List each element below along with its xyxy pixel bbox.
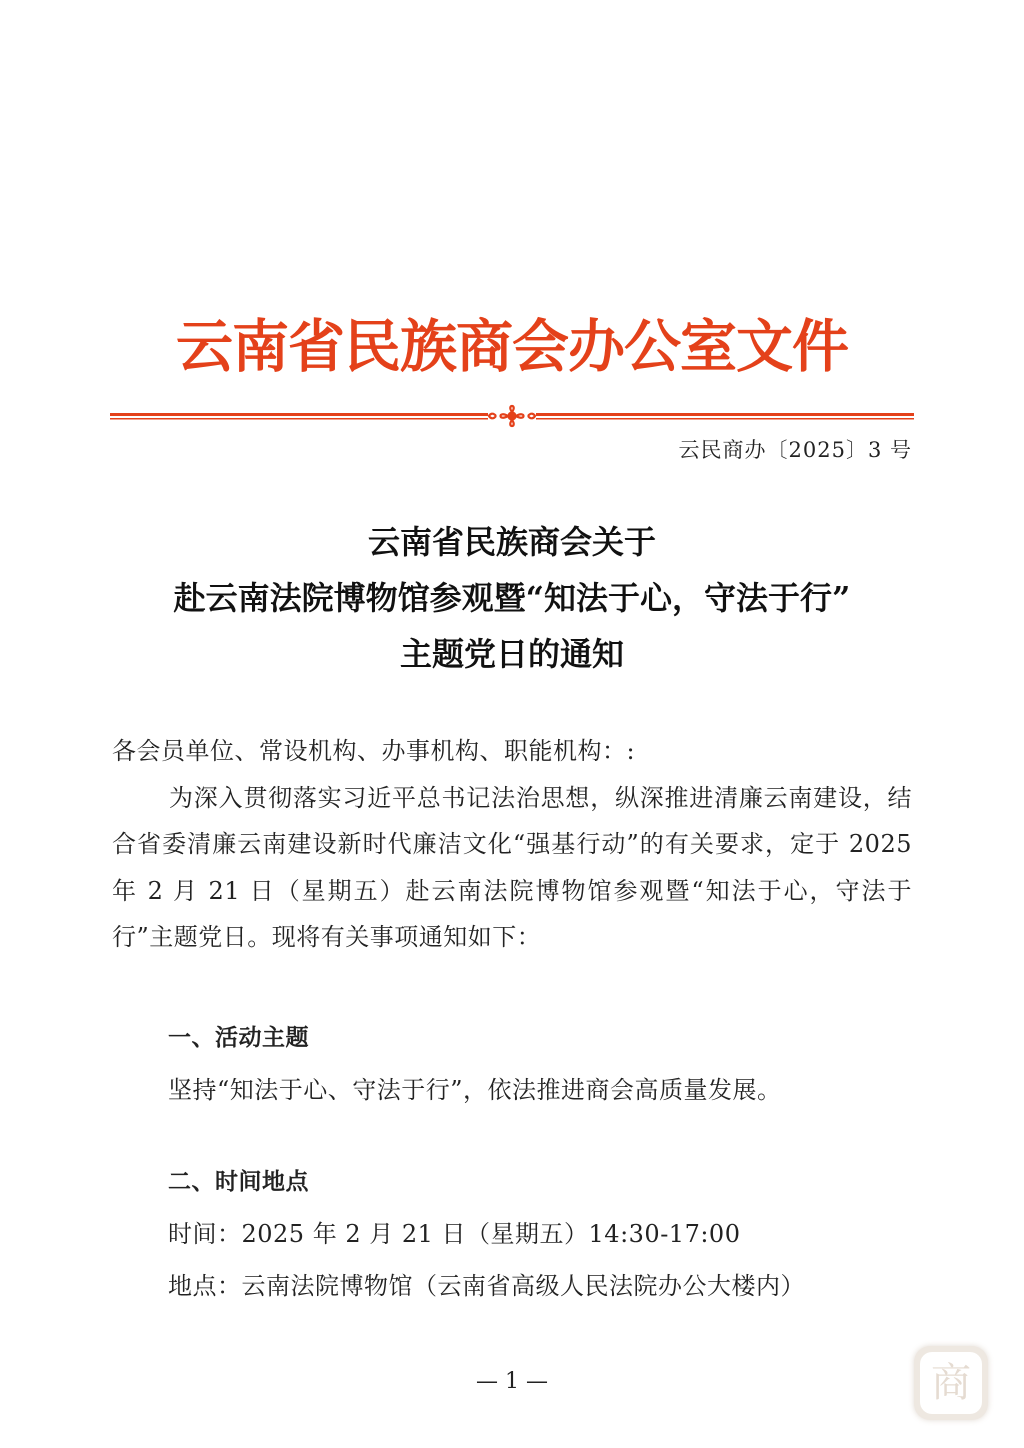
salutation: 各会员单位、常设机构、办事机构、职能机构：:: [112, 737, 636, 765]
section-line-time: 时间：2025 年 2 月 21 日（星期五）14:30-17:00: [168, 1220, 741, 1248]
divider-line-right-thick: [536, 413, 914, 416]
title-line-2: 赴云南法院博物馆参观暨“知法于心，守法于行”: [173, 579, 851, 617]
masthead-title: 云南省民族商会办公室文件: [176, 314, 848, 380]
divider-line-right-thin: [536, 418, 914, 420]
masthead-divider: [110, 402, 914, 430]
section-line: 坚持“知法于心、守法于行”，依法推进商会高质量发展。: [168, 1076, 782, 1104]
section-time-place: [168, 1156, 928, 1312]
notice-body: [112, 728, 912, 961]
watermark-glyph: 商: [920, 1352, 982, 1414]
page-number: — 1 —: [476, 1369, 548, 1394]
section-heading: 一、活动主题: [168, 1025, 309, 1051]
chamber-logo-icon: [914, 1346, 988, 1420]
section-heading: 二、时间地点: [168, 1169, 309, 1195]
divider-line-left-thick: [110, 413, 488, 416]
title-line-3: 主题党日的通知: [399, 635, 624, 673]
title-line-1: 云南省民族商会关于: [367, 523, 656, 561]
section-line-place: 地点：云南法院博物馆（云南省高级人民法院办公大楼内）: [168, 1272, 805, 1300]
intro-paragraph: 为深入贯彻落实习近平总书记法治思想，纵深推进清廉云南建设，结合省委清廉云南建设新时代廉洁文化“强基行动”的有关要求，定于 2025 年 2 月 21 日（星期五）赴云南法院博物馆参观暨“知法于心，守法于行”主题党日。现将有关事项通知如下：: [112, 783, 912, 951]
flower-ornament-icon: [489, 406, 535, 426]
notice-title: [60, 514, 964, 682]
divider-line-left-thin: [110, 418, 488, 420]
section-theme: [168, 1012, 928, 1116]
document-number: 云民商办〔2025〕3 号: [678, 438, 912, 462]
